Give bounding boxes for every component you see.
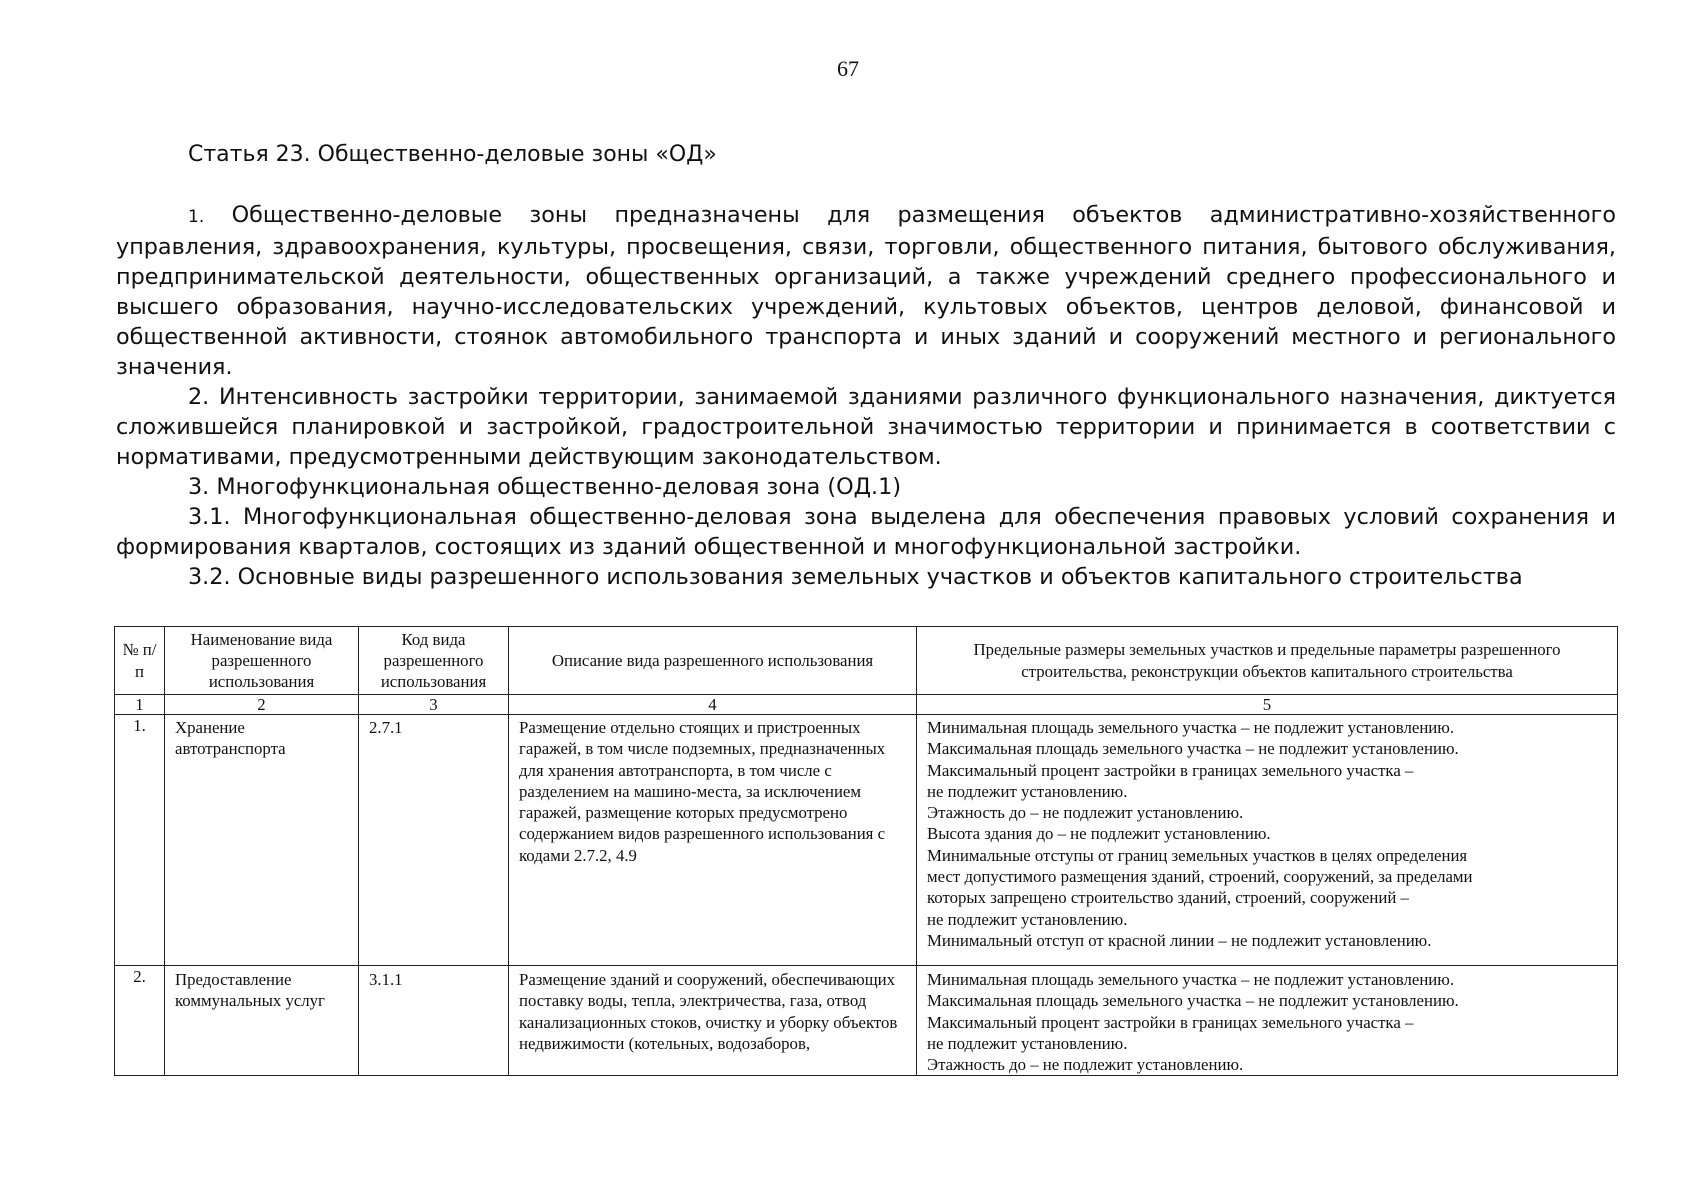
use-code: 2.7.1 bbox=[359, 715, 509, 966]
column-number: 1 bbox=[115, 695, 165, 715]
permitted-use-table bbox=[114, 626, 1618, 1076]
table-header-row bbox=[115, 627, 1618, 695]
page-number: 67 bbox=[837, 56, 859, 81]
paragraph-text: Общественно-деловые зоны предназначены для размещения объектов административно-хозяйственного управления, здравоохранения, культуры, просвещения, связи, торговли, общественного питания, бытового обслуживания, предпринимательской деятельности, общественных организаций, а также учреждений среднего профессионального и высшего образования, научно-исследовательских учреждений, культовых объектов, центров деловой, финансовой и общественной активности, стоянок автомобильного транспорта и иных зданий и сооружений местного и регионального значения. bbox=[116, 202, 1616, 380]
limit-line: Максимальная площадь земельного участка – не подлежит установлению. bbox=[927, 739, 1459, 759]
limit-line: Минимальный отступ от красной линии – не подлежит установлению. bbox=[927, 930, 1432, 950]
limit-line: Минимальная площадь земельного участка – не подлежит установлению. bbox=[927, 970, 1455, 989]
paragraph-number: 1. bbox=[188, 207, 205, 227]
limit-line: не подлежит установлению. bbox=[927, 781, 1128, 801]
paragraph-1 bbox=[116, 200, 1616, 382]
limit-line: Высота здания до – не подлежит установлению. bbox=[927, 824, 1271, 844]
limit-line: Минимальная площадь земельного участка – не подлежит установлению. bbox=[927, 718, 1455, 737]
use-name: Предоставление коммунальных услуг bbox=[165, 966, 359, 1076]
limit-line: Минимальные отступы от границ земельных участков в целях определения bbox=[927, 845, 1468, 865]
header-use-name: Наименование вида разрешенного использования bbox=[165, 627, 359, 695]
column-number: 2 bbox=[165, 695, 359, 715]
limit-line: мест допустимого размещения зданий, строений, сооружений, за пределами bbox=[927, 867, 1473, 887]
header-limits: Предельные размеры земельных участков и предельные параметры разрешенного строительства, реконструкции объектов капитального строительства bbox=[917, 627, 1618, 695]
header-use-code: Код вида разрешенного использования bbox=[359, 627, 509, 695]
limit-line: Этажность до – не подлежит установлению. bbox=[927, 803, 1244, 823]
limit-line: не подлежит установлению. bbox=[927, 1033, 1128, 1053]
header-number: № п/п bbox=[115, 627, 165, 695]
use-limits bbox=[917, 966, 1618, 1076]
limit-line: Максимальный процент застройки в границах земельного участка – bbox=[927, 1012, 1414, 1032]
column-number: 5 bbox=[917, 695, 1618, 715]
paragraph-3: 3. Многофункциональная общественно-деловая зона (ОД.1) bbox=[188, 474, 902, 500]
use-description: Размещение зданий и сооружений, обеспечивающих поставку воды, тепла, электричества, газа, отвод канализационных стоков, очистку и уборку объектов недвижимости (котельных, водозаборов, bbox=[509, 966, 917, 1076]
paragraph-3-1: 3.1. Многофункциональная общественно-деловая зона выделена для обеспечения правовых условий сохранения и формирования кварталов, состоящих из зданий общественной и многофункциональной застройки. bbox=[116, 504, 1616, 560]
use-limits bbox=[917, 715, 1618, 966]
limit-line: не подлежит установлению. bbox=[927, 909, 1128, 929]
header-use-description: Описание вида разрешенного использования bbox=[509, 627, 917, 695]
column-number-row bbox=[115, 695, 1618, 715]
limit-line: Этажность до – не подлежит установлению. bbox=[927, 1055, 1244, 1075]
article-title: Статья 23. Общественно-деловые зоны «ОД» bbox=[188, 142, 717, 167]
limit-line: Максимальная площадь земельного участка – не подлежит установлению. bbox=[927, 991, 1459, 1011]
use-description: Размещение отдельно стоящих и пристроенных гаражей, в том числе подземных, предназначенных для хранения автотранспорта, в том числе с разделением на машино-места, за исключением гаражей, размещение которых предусмотрено содержанием видов разрешенного использования с кодами 2.7.2, 4.9 bbox=[509, 715, 917, 966]
row-number: 2. bbox=[115, 966, 165, 1076]
paragraph-3-2: 3.2. Основные виды разрешенного использования земельных участков и объектов капитального строительства bbox=[188, 564, 1523, 590]
row-number: 1. bbox=[115, 715, 165, 966]
article-body bbox=[116, 200, 1616, 592]
paragraph-2: 2. Интенсивность застройки территории, занимаемой зданиями различного функционального назначения, диктуется сложившейся планировкой и застройкой, градостроительной значимостью территории и принимается в соответствии с нормативами, предусмотренными действующим законодательством. bbox=[116, 384, 1616, 470]
use-code: 3.1.1 bbox=[359, 966, 509, 1076]
use-name: Хранение автотранспорта bbox=[165, 715, 359, 966]
column-number: 3 bbox=[359, 695, 509, 715]
column-number: 4 bbox=[509, 695, 917, 715]
table-row bbox=[115, 715, 1618, 966]
table-row bbox=[115, 966, 1618, 1076]
limit-line: которых запрещено строительство зданий, строений, сооружений – bbox=[927, 888, 1409, 908]
limit-line: Максимальный процент застройки в границах земельного участка – bbox=[927, 760, 1414, 780]
